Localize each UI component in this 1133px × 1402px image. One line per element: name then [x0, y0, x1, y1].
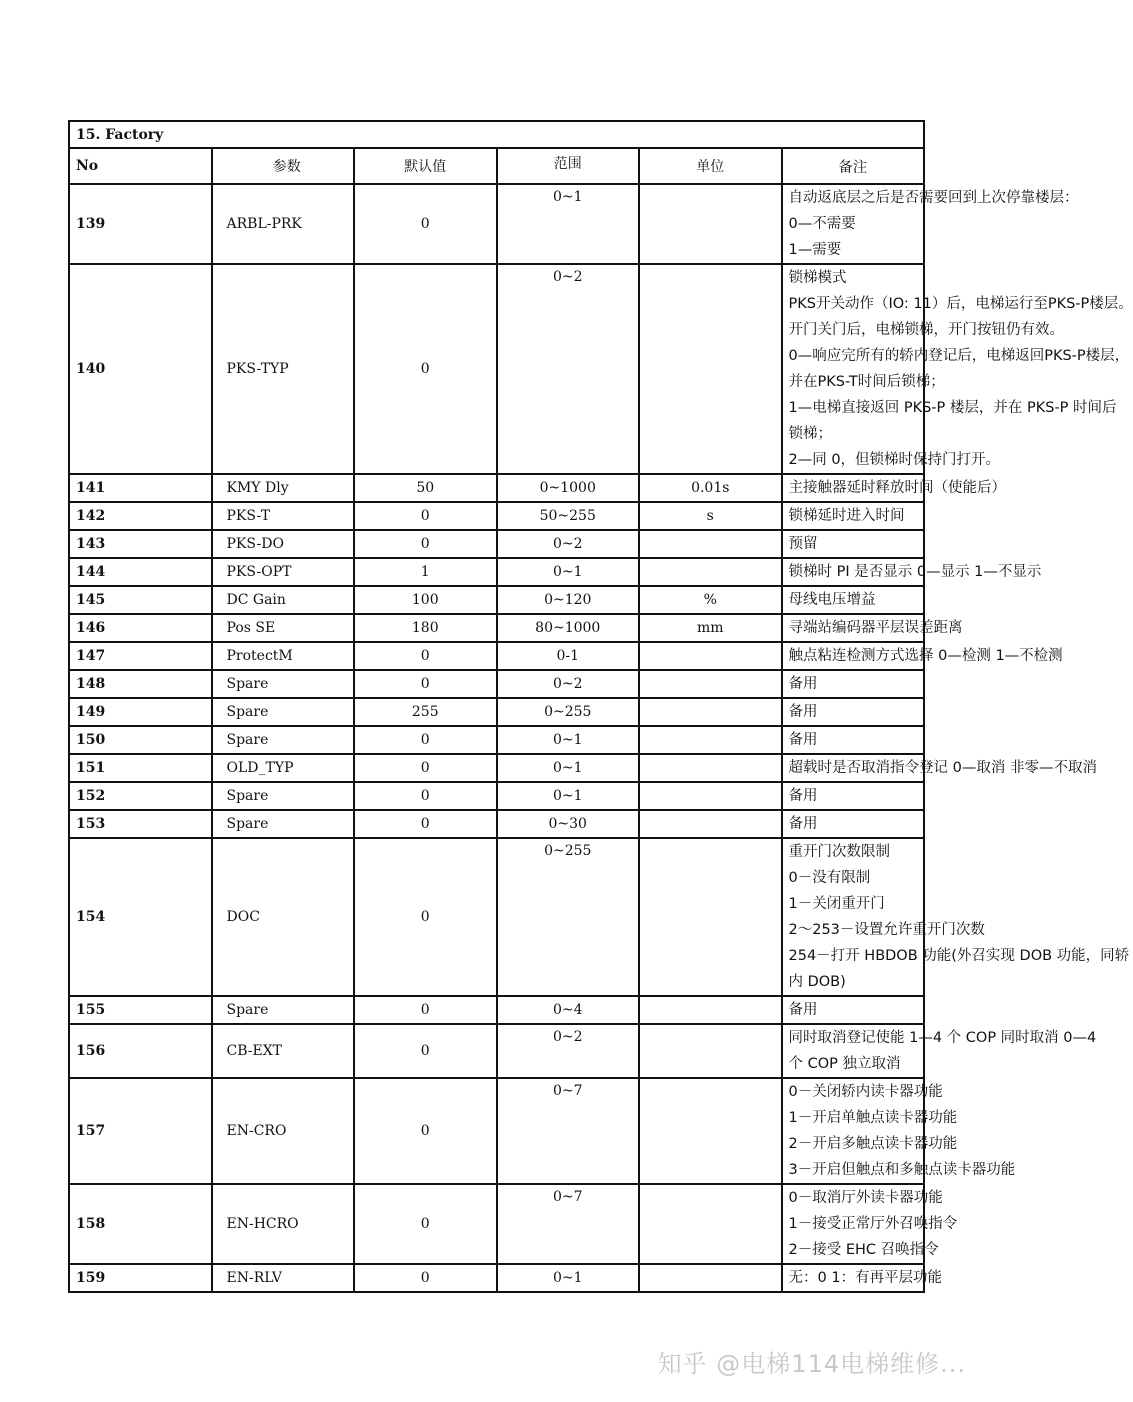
table-row: [69, 502, 924, 530]
param-number: 152: [69, 782, 212, 810]
header-range: 范围: [497, 148, 640, 184]
param-unit: [639, 670, 782, 698]
param-range: 0~1: [497, 782, 640, 810]
remark-line: 0—不需要: [788, 216, 856, 232]
table-row: [69, 996, 924, 1024]
header-param: 参数: [212, 148, 355, 184]
param-range: 0~120: [497, 586, 640, 614]
param-range: 0~1: [497, 754, 640, 782]
table-row: [69, 810, 924, 838]
remark-line: 2—同 0，但锁梯时保持门打开。: [788, 452, 1001, 468]
param-number: 149: [69, 698, 212, 726]
param-default: 1: [354, 558, 497, 586]
param-number: 144: [69, 558, 212, 586]
param-unit: [639, 184, 782, 264]
param-name: Spare: [212, 698, 355, 726]
param-name: EN-HCRO: [212, 1184, 355, 1264]
param-range: 0~255: [497, 838, 640, 996]
param-range: 0~7: [497, 1078, 640, 1184]
param-default: 0: [354, 1078, 497, 1184]
remark-line: 3－开启但触点和多触点读卡器功能: [788, 1162, 1016, 1178]
param-unit: [639, 1264, 782, 1292]
param-unit: [639, 810, 782, 838]
remark-line: 超载时是否取消指令登记 0—取消 非零—不取消: [788, 760, 1097, 776]
remark-line: 备用: [788, 816, 818, 832]
param-number: 159: [69, 1264, 212, 1292]
param-number: 143: [69, 530, 212, 558]
param-unit: [639, 698, 782, 726]
table-row: [69, 264, 924, 474]
param-number: 139: [69, 184, 212, 264]
table-row: [69, 726, 924, 754]
param-range: 0~2: [497, 530, 640, 558]
param-remark: [782, 474, 1006, 502]
param-remark: [782, 838, 1130, 996]
header-default: 默认值: [354, 148, 497, 184]
param-unit: mm: [639, 614, 782, 642]
param-name: PKS-OPT: [212, 558, 355, 586]
remark-line: 主接触器延时释放时间（使能后）: [788, 480, 1006, 496]
param-remark: [782, 810, 925, 838]
param-number: 141: [69, 474, 212, 502]
section-title: 15. Factory: [69, 121, 924, 148]
param-default: 0: [354, 726, 497, 754]
remark-line: 锁梯时 PI 是否显示 0—显示 1—不显示: [788, 564, 1042, 580]
param-remark: [782, 698, 925, 726]
remark-line: 254－打开 HBDOB 功能(外召实现 DOB 功能，同轿: [788, 948, 1130, 964]
remark-line: 寻端站编码器平层误差距离: [788, 620, 963, 636]
param-default: 0: [354, 782, 497, 810]
param-name: CB-EXT: [212, 1024, 355, 1078]
remark-line: 预留: [788, 536, 818, 552]
param-range: 0~1: [497, 1264, 640, 1292]
param-name: Pos SE: [212, 614, 355, 642]
param-range: 80~1000: [497, 614, 640, 642]
param-default: 180: [354, 614, 497, 642]
remark-line: 2～253－设置允许重开门次数: [788, 922, 985, 938]
param-unit: [639, 1024, 782, 1078]
param-range: 0-1: [497, 642, 640, 670]
param-remark: [782, 1024, 1097, 1078]
param-range: 0~1: [497, 558, 640, 586]
param-range: 0~30: [497, 810, 640, 838]
param-remark: [782, 1264, 943, 1292]
param-number: 155: [69, 996, 212, 1024]
param-default: 0: [354, 838, 497, 996]
table-row: [69, 838, 924, 996]
param-default: 0: [354, 1264, 497, 1292]
param-unit: s: [639, 502, 782, 530]
header-row: [69, 148, 924, 184]
table-row: [69, 642, 924, 670]
remark-line: 锁梯延时进入时间: [788, 508, 905, 524]
param-name: Spare: [212, 670, 355, 698]
param-number: 153: [69, 810, 212, 838]
param-remark: [782, 670, 925, 698]
param-name: OLD_TYP: [212, 754, 355, 782]
remark-line: 0－关闭轿内读卡器功能: [788, 1084, 943, 1100]
table-row: [69, 474, 924, 502]
param-name: DOC: [212, 838, 355, 996]
remark-line: 无：0 1：有再平层功能: [788, 1270, 943, 1286]
param-range: 0~1: [497, 726, 640, 754]
param-unit: [639, 754, 782, 782]
table-row: [69, 670, 924, 698]
param-number: 150: [69, 726, 212, 754]
remark-line: 备用: [788, 1002, 818, 1018]
param-unit: [639, 264, 782, 474]
remark-line: 0－取消厅外读卡器功能: [788, 1190, 943, 1206]
param-name: ProtectM: [212, 642, 355, 670]
param-unit: %: [639, 586, 782, 614]
param-number: 142: [69, 502, 212, 530]
table-row: [69, 614, 924, 642]
param-default: 0: [354, 996, 497, 1024]
remark-line: 1—电梯直接返回 PKS-P 楼层，并在 PKS-P 时间后: [788, 400, 1117, 416]
param-name: PKS-DO: [212, 530, 355, 558]
remark-line: 锁梯；: [788, 426, 832, 442]
table-row: [69, 754, 924, 782]
param-range: 0~2: [497, 1024, 640, 1078]
param-range: 0~1: [497, 184, 640, 264]
watermark: 知乎 @电梯114电梯维修...: [657, 1350, 966, 1378]
param-default: 100: [354, 586, 497, 614]
remark-line: 1－接受正常厅外召唤指令: [788, 1216, 958, 1232]
param-remark: [782, 558, 1042, 586]
param-name: PKS-TYP: [212, 264, 355, 474]
table-row: [69, 1024, 924, 1078]
remark-line: 2－开启多触点读卡器功能: [788, 1136, 958, 1152]
param-remark: [782, 586, 925, 614]
param-unit: [639, 726, 782, 754]
param-default: 0: [354, 1024, 497, 1078]
param-range: 50~255: [497, 502, 640, 530]
param-number: 151: [69, 754, 212, 782]
remark-line: 0—响应完所有的轿内登记后，电梯返回PKS-P楼层，: [788, 348, 1130, 364]
header-no: No: [69, 148, 212, 184]
param-range: 0~1000: [497, 474, 640, 502]
remark-line: 0－没有限制: [788, 870, 871, 886]
header-unit: 单位: [639, 148, 782, 184]
remark-line: 1－开启单触点读卡器功能: [788, 1110, 958, 1126]
table-row: [69, 586, 924, 614]
param-remark: [782, 1078, 1016, 1184]
table-row: [69, 530, 924, 558]
remark-line: 自动返底层之后是否需要回到上次停靠楼层：: [788, 190, 1079, 206]
remark-line: 锁梯模式: [788, 270, 847, 286]
remark-line: 并在PKS-T时间后锁梯；: [788, 374, 945, 390]
remark-line: 备用: [788, 676, 818, 692]
param-default: 255: [354, 698, 497, 726]
param-default: 0: [354, 810, 497, 838]
param-name: KMY Dly: [212, 474, 355, 502]
param-remark: [782, 996, 925, 1024]
param-number: 145: [69, 586, 212, 614]
table-row: [69, 1264, 924, 1292]
param-unit: [639, 782, 782, 810]
param-unit: 0.01s: [639, 474, 782, 502]
param-default: 0: [354, 530, 497, 558]
param-name: DC Gain: [212, 586, 355, 614]
param-name: EN-RLV: [212, 1264, 355, 1292]
param-unit: [639, 838, 782, 996]
param-remark: [782, 264, 1133, 474]
param-number: 140: [69, 264, 212, 474]
param-default: 0: [354, 264, 497, 474]
remark-line: 备用: [788, 704, 818, 720]
param-unit: [639, 558, 782, 586]
table-row: [69, 1184, 924, 1264]
remark-line: 内 DOB): [788, 974, 846, 990]
remark-line: 备用: [788, 732, 818, 748]
remark-line: 开门关门后，电梯锁梯，开门按钮仍有效。: [788, 322, 1064, 338]
param-name: Spare: [212, 782, 355, 810]
param-remark: [782, 754, 1097, 782]
param-default: 0: [354, 670, 497, 698]
remark-line: 备用: [788, 788, 818, 804]
param-name: EN-CRO: [212, 1078, 355, 1184]
section-title-row: [69, 121, 924, 148]
param-unit: [639, 996, 782, 1024]
remark-line: 母线电压增益: [788, 592, 876, 608]
param-range: 0~7: [497, 1184, 640, 1264]
param-number: 156: [69, 1024, 212, 1078]
table-row: [69, 782, 924, 810]
table-row: [69, 1078, 924, 1184]
remark-line: 2－接受 EHC 召唤指令: [788, 1242, 939, 1258]
param-range: 0~4: [497, 996, 640, 1024]
param-remark: [782, 782, 925, 810]
remark-line: 重开门次数限制: [788, 844, 890, 860]
param-default: 0: [354, 502, 497, 530]
param-number: 154: [69, 838, 212, 996]
remark-line: 1－关闭重开门: [788, 896, 885, 912]
param-unit: [639, 1078, 782, 1184]
param-default: 0: [354, 184, 497, 264]
table-row: [69, 184, 924, 264]
param-unit: [639, 530, 782, 558]
param-range: 0~2: [497, 264, 640, 474]
remark-line: 触点粘连检测方式选择 0—检测 1—不检测: [788, 648, 1063, 664]
table-row: [69, 558, 924, 586]
param-range: 0~255: [497, 698, 640, 726]
param-remark: [782, 1184, 958, 1264]
parameter-table: [68, 120, 1133, 1293]
param-number: 147: [69, 642, 212, 670]
param-range: 0~2: [497, 670, 640, 698]
remark-line: 同时取消登记使能 1—4 个 COP 同时取消 0—4: [788, 1030, 1097, 1046]
param-remark: [782, 530, 925, 558]
param-default: 50: [354, 474, 497, 502]
param-remark: [782, 502, 925, 530]
param-unit: [639, 1184, 782, 1264]
param-number: 158: [69, 1184, 212, 1264]
param-name: PKS-T: [212, 502, 355, 530]
param-number: 146: [69, 614, 212, 642]
param-number: 148: [69, 670, 212, 698]
param-unit: [639, 642, 782, 670]
remark-line: 1—需要: [788, 242, 842, 258]
param-remark: [782, 614, 963, 642]
param-name: Spare: [212, 996, 355, 1024]
param-remark: [782, 642, 1063, 670]
param-name: ARBL-PRK: [212, 184, 355, 264]
remark-line: 个 COP 独立取消: [788, 1056, 901, 1072]
remark-line: PKS开关动作（IO: 11）后，电梯运行至PKS-P楼层。: [788, 296, 1133, 312]
table-row: [69, 698, 924, 726]
param-name: Spare: [212, 726, 355, 754]
header-remark: 备注: [782, 148, 925, 184]
param-default: 0: [354, 754, 497, 782]
param-remark: [782, 726, 925, 754]
param-name: Spare: [212, 810, 355, 838]
param-default: 0: [354, 1184, 497, 1264]
param-default: 0: [354, 642, 497, 670]
param-number: 157: [69, 1078, 212, 1184]
param-remark: [782, 184, 1079, 264]
